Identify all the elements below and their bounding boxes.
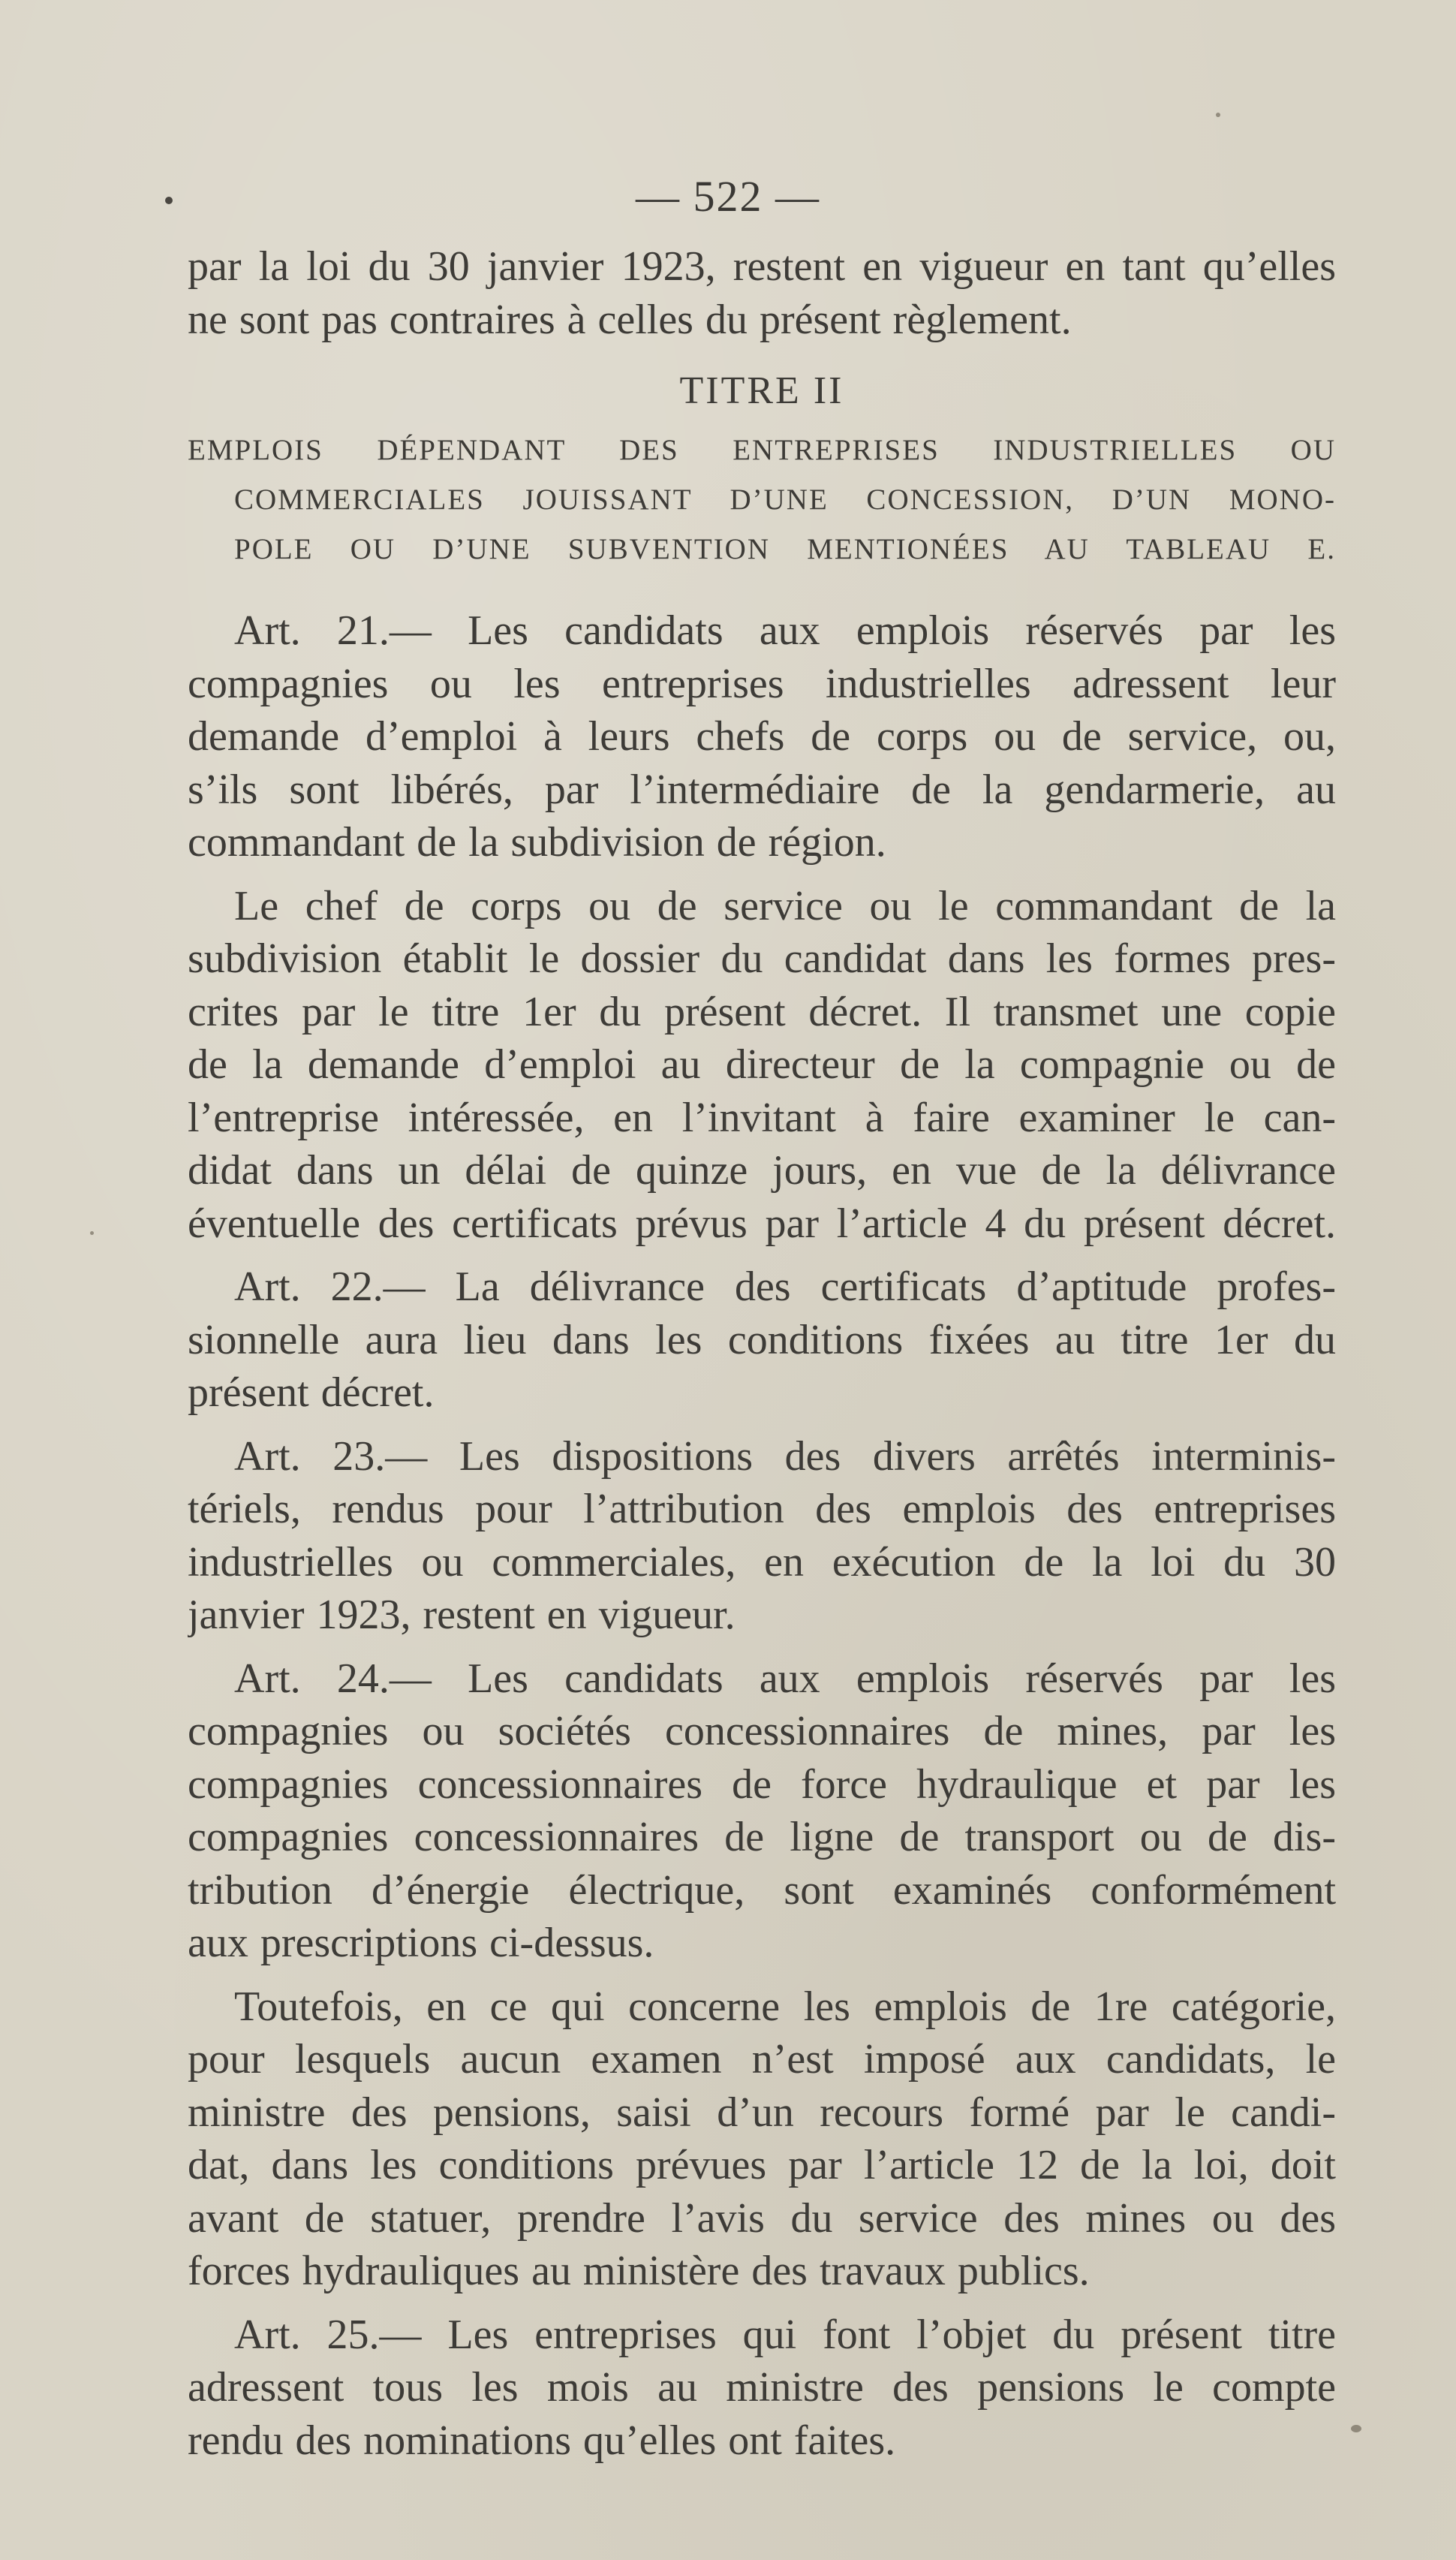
text-line: subdivision établit le dossier du candidat dans les formes pres- xyxy=(188,935,1336,982)
text-line: janvier 1923, restent en vigueur. xyxy=(188,1592,736,1638)
section-title: TITRE II xyxy=(679,369,844,412)
text-line: crites par le titre 1er du présent décret. Il transmet une copie xyxy=(188,988,1336,1035)
article-24-paragraph xyxy=(188,1652,1336,1970)
text-line: commandant de la subdivision de région. xyxy=(188,819,886,866)
text-line: dat, dans les conditions prévues par l’article 12 de la loi, doit xyxy=(188,2142,1336,2188)
intro-paragraph xyxy=(188,240,1336,346)
text-line: Toutefois, en ce qui concerne les emplois de 1re catégorie, xyxy=(234,1983,1336,2030)
toutefois-paragraph xyxy=(188,1980,1336,2298)
paper-speck xyxy=(90,1231,94,1235)
heading-line: EMPLOIS DÉPENDANT DES ENTREPRISES INDUSTRIELLES OU xyxy=(188,434,1336,466)
text-line: Art. 22.— La délivrance des certificats d’aptitude profes- xyxy=(234,1263,1336,1310)
text-line: avant de statuer, prendre l’avis du service des mines ou des xyxy=(188,2194,1336,2242)
article-21-paragraph xyxy=(188,604,1336,869)
text-line: tribution d’énergie électrique, sont examinés conformément xyxy=(188,1866,1336,1914)
section-heading xyxy=(188,426,1336,574)
text-line: compagnies concessionnaires de ligne de transport ou de dis- xyxy=(188,1814,1336,1860)
text-line: didat dans un délai de quinze jours, en vue de la délivrance xyxy=(188,1147,1336,1194)
text-line: sionnelle aura lieu dans les conditions fixées au titre 1er du xyxy=(188,1316,1336,1363)
paper-speck xyxy=(1351,2425,1361,2432)
text-line: présent décret. xyxy=(188,1369,435,1416)
text-line: compagnies concessionnaires de force hydraulique et par les xyxy=(188,1760,1336,1808)
page-number: — 522 — xyxy=(636,172,820,221)
text-line: pour lesquels aucun examen n’est imposé aux candidats, le xyxy=(188,2036,1336,2083)
text-line: Le chef de corps ou de service ou le commandant de la xyxy=(234,882,1336,929)
text-line: Art. 25.— Les entreprises qui font l’objet du présent titre xyxy=(234,2311,1336,2358)
text-line: tériels, rendus pour l’attribution des emplois des entreprises xyxy=(188,1486,1336,1532)
text-line: Art. 24.— Les candidats aux emplois réservés par les xyxy=(234,1655,1336,1702)
text-line: ne sont pas contraires à celles du présent règlement. xyxy=(188,296,1072,343)
text-line: adressent tous les mois au ministre des pensions le compte xyxy=(188,2364,1336,2411)
body-text xyxy=(188,240,1336,2477)
paper-speck xyxy=(1216,113,1220,117)
text-line: de la demande d’emploi au directeur de la compagnie ou de xyxy=(188,1041,1336,1088)
text-line: Art. 21.— Les candidats aux emplois réservés par les xyxy=(234,607,1336,654)
text-line: rendu des nominations qu’elles ont faites. xyxy=(188,2417,896,2464)
text-line: demande d’emploi à leurs chefs de corps ou de service, ou, xyxy=(188,713,1336,760)
article-23-paragraph xyxy=(188,1430,1336,1642)
text-line: par la loi du 30 janvier 1923, restent en vigueur en tant qu’elles xyxy=(188,243,1336,290)
text-line: éventuelle des certificats prévus par l’article 4 du présent décret. xyxy=(188,1200,1336,1247)
text-line: compagnies ou les entreprises industrielles adressent leur xyxy=(188,660,1336,707)
text-line: s’ils sont libérés, par l’intermédiaire de la gendarmerie, au xyxy=(188,766,1336,813)
text-line: compagnies ou sociétés concessionnaires de mines, par les xyxy=(188,1708,1336,1754)
heading-line: COMMERCIALES JOUISSANT D’UNE CONCESSION, D’UN MONO- xyxy=(234,483,1336,516)
text-line: forces hydrauliques au ministère des travaux publics. xyxy=(188,2248,1090,2294)
article-22-paragraph xyxy=(188,1260,1336,1420)
text-line: l’entreprise intéressée, en l’invitant à faire examiner le can- xyxy=(188,1094,1336,1141)
text-line: ministre des pensions, saisi d’un recours formé par le candi- xyxy=(188,2089,1336,2136)
heading-line: POLE OU D’UNE SUBVENTION MENTIONÉES AU TABLEAU E. xyxy=(234,533,1336,565)
text-line: Art. 23.— Les dispositions des divers arrêtés interminis- xyxy=(234,1432,1336,1480)
article-25-paragraph xyxy=(188,2309,1336,2468)
text-line: aux prescriptions ci-dessus. xyxy=(188,1920,654,1966)
text-line: industrielles ou commerciales, en exécution de la loi du 30 xyxy=(188,1538,1336,1586)
dossier-paragraph xyxy=(188,880,1336,1251)
